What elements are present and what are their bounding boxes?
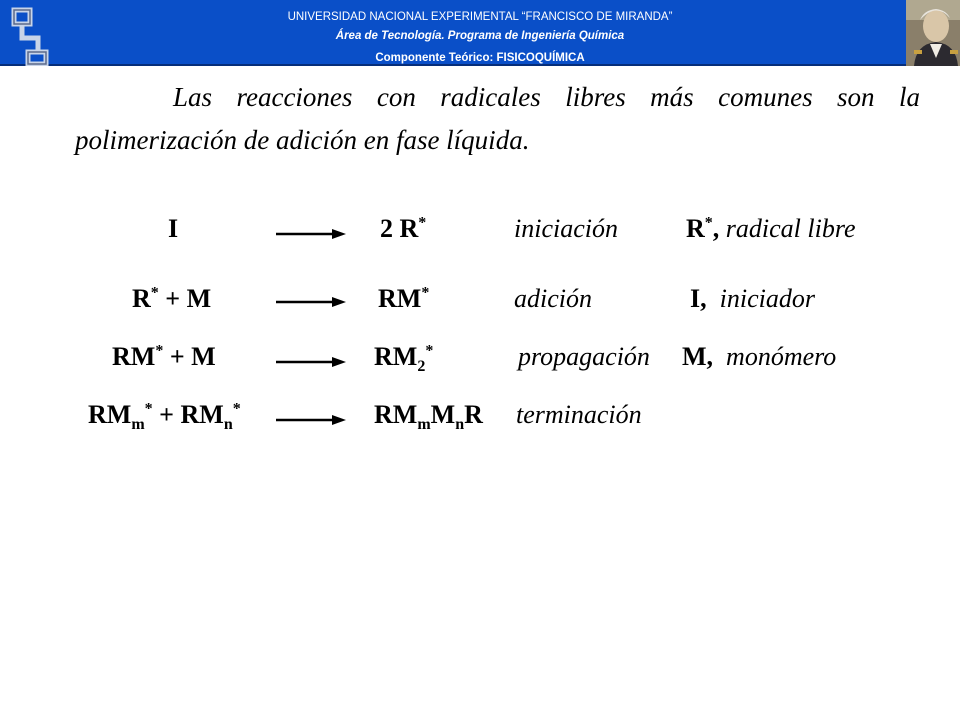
reaction-1-reactant: I xyxy=(168,214,179,243)
legend-initiator: I, iniciador xyxy=(690,284,815,313)
reaction-2-product: RM* xyxy=(378,284,430,313)
reaction-3-arrow-icon xyxy=(276,356,346,368)
reaction-1-arrow-icon xyxy=(276,228,346,240)
reaction-4-reactant: $RM_m^* + RM_n^*$ xyxy=(88,400,241,434)
reaction-4-label: terminación xyxy=(516,400,642,429)
legend-monomer: M, monómero xyxy=(682,342,837,371)
reaction-4-product: $RM_mM_nR$ xyxy=(374,400,483,434)
course-component: Componente Teórico: FISICOQUÍMICA xyxy=(375,52,585,64)
reaction-1-label: iniciación xyxy=(514,214,618,243)
legend-radical: R*, radical libre xyxy=(686,214,856,243)
intro-line-1: Las reacciones con radicales libres más comunes son la xyxy=(173,82,920,112)
reaction-2-label: adición xyxy=(514,284,592,313)
program-area: Área de Tecnología. Programa de Ingeniería Química xyxy=(335,30,625,42)
reaction-2-reactant: R* + M xyxy=(132,284,212,313)
intro-paragraph xyxy=(75,76,920,162)
reaction-2-arrow-icon xyxy=(276,296,346,308)
reaction-3-label: propagación xyxy=(518,342,650,371)
header-divider xyxy=(0,64,946,66)
reaction-3-reactant: RM* + M xyxy=(112,342,216,371)
university-name: UNIVERSIDAD NACIONAL EXPERIMENTAL “FRANCISCO DE MIRANDA” xyxy=(287,11,673,23)
reaction-3-product: $RM_2^*$ xyxy=(374,342,434,376)
intro-line-2: polimerización de adición en fase líquida. xyxy=(75,125,530,155)
reaction-1-product: 2 R* xyxy=(380,214,427,243)
reaction-4-arrow-icon xyxy=(276,414,346,426)
